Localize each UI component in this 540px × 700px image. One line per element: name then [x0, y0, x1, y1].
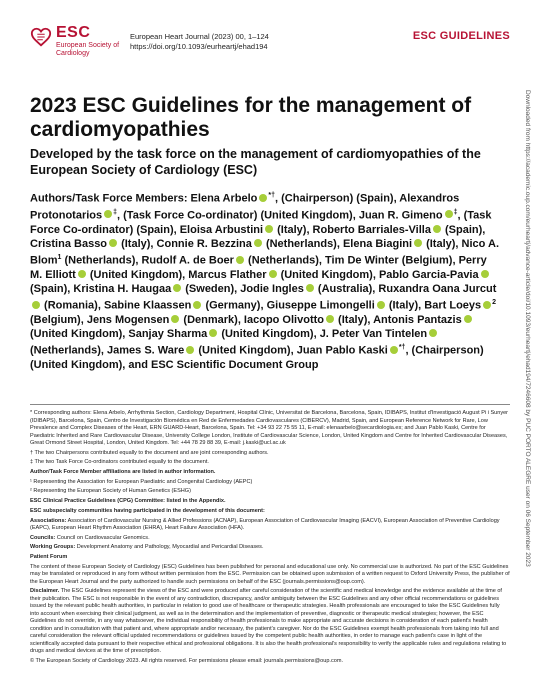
author-text: Giuseppe Limongelli — [263, 299, 375, 312]
orcid-icon[interactable] — [429, 329, 437, 337]
page-subtitle: Developed by the task force on the management of cardiomyopathies of the European Society of Cardiology (ESC) — [30, 147, 481, 177]
author-text: Authors/Task Force Members: Elena Arbelo — [30, 192, 258, 205]
author-text: Ruxandra Oana Jurcut — [375, 282, 497, 295]
orcid-icon[interactable] — [414, 239, 422, 247]
paragraph-heading: Working Groups: — [30, 544, 76, 551]
paragraph-heading: Patient Forum — [30, 554, 68, 561]
orcid-icon[interactable] — [236, 256, 244, 264]
author-text: James S. Ware — [103, 344, 185, 357]
orcid-icon[interactable] — [269, 270, 277, 278]
author-role: , (Chairperson) — [405, 344, 484, 357]
journal-citation — [130, 32, 269, 52]
author-marker: 1 — [57, 253, 62, 261]
paragraph-text: Association of Cardiovascular Nursing & Allied Professions (ACNAP), European Association of Cardiovascular Imaging (EACVI), European Association of Preventive Cardiology (EAPC), European Heart Rhythm Association (EHRA), Heart Failure Association (HFA). — [30, 517, 500, 531]
orcid-icon[interactable] — [173, 284, 181, 292]
paragraph-text: ‡ The two Task Force Co-ordinators contributed equally to the document. — [30, 459, 209, 466]
side-note-text: Downloaded from https://academic.oup.com/eurheartj/advance-article/doi/10.1093/eurheartj/ehad194/7246608 by PUC PORTO ALEGRE user on 06 September 2023 — [524, 90, 531, 567]
orcid-icon[interactable] — [433, 225, 441, 233]
author-text: (United Kingdom), and ESC Scientific Document Group — [30, 359, 319, 371]
front-matter-paragraph — [30, 450, 510, 458]
front-matter-paragraph — [30, 554, 510, 562]
orcid-icon[interactable] — [481, 270, 489, 278]
orcid-icon[interactable] — [209, 329, 217, 337]
author-role: (Sweden), Jodie Ingles — [182, 282, 304, 295]
orcid-icon[interactable] — [483, 301, 491, 309]
author-role: (Italy), Nico A. Blom — [30, 237, 500, 267]
author-role: , (Task Force Co-ordinator) (Spain), Eloisa Arbustini — [30, 209, 492, 236]
logo-text: ESC — [56, 24, 91, 41]
author-text: Rudolf A. de Boer — [138, 254, 234, 267]
paragraph-text: † The two Chairpersons contributed equally to the document and are joint corresponding authors. — [30, 449, 269, 456]
front-matter-paragraph — [30, 459, 510, 467]
paragraph-text: The content of these European Society of Cardiology (ESC) Guidelines has been published for personal and educational use only. No commercial use is authorized. No part of the ESC Guidelines may be translated or reproduced in any form without written permission from the ESC. Permission can be obtained upon submission of a written request to Oxford University Press, the publisher of the European Heart Journal and the party authorized to handle such permissions on behalf of the ESC (journals.permissions@oup.com). — [30, 563, 510, 585]
author-text: Alexandros Protonotarios — [30, 192, 460, 222]
author-marker: *† — [268, 192, 276, 199]
doi-link[interactable]: https://doi.org/10.1093/eurheartj/ehad194 — [130, 42, 268, 51]
author-role: (Romania), Sabine Klaassen — [41, 299, 192, 312]
heart-logo-icon — [30, 26, 52, 48]
orcid-icon[interactable] — [326, 315, 334, 323]
front-matter-paragraph — [30, 508, 510, 516]
page-header — [30, 24, 510, 64]
front-matter-paragraph — [30, 518, 510, 533]
orcid-icon[interactable] — [254, 239, 262, 247]
author-text: Roberto Barriales-Villa — [309, 223, 431, 236]
orcid-icon[interactable] — [390, 346, 398, 354]
author-role: (Australia), — [314, 282, 376, 295]
orcid-icon[interactable] — [78, 270, 86, 278]
paragraph-text: ¹ Representing the Association for European Paediatric and Congenital Cardiology (AEPC) — [30, 478, 253, 485]
orcid-icon[interactable] — [464, 315, 472, 323]
author-role: (Netherlands), Tim De Winter (Belgium), Perry M. Elliott — [30, 254, 487, 281]
journal-line: European Heart Journal (2023) 00, 1–124 — [130, 32, 269, 41]
paragraph-heading: Councils: — [30, 534, 56, 541]
front-matter-paragraph — [30, 488, 510, 496]
front-matter-paragraph — [30, 410, 510, 448]
paragraph-heading: Associations: — [30, 517, 67, 524]
divider — [30, 404, 510, 405]
download-side-note — [521, 90, 533, 630]
author-role: (Belgium), Jens Mogensen — [30, 313, 170, 326]
author-role: (Spain), Kristina H. Haugaa — [30, 282, 172, 295]
orcid-icon[interactable] — [186, 346, 194, 354]
orcid-icon[interactable] — [377, 301, 385, 309]
author-role: , (Chairperson) (Spain), — [275, 192, 397, 205]
paragraph-heading: ESC subspecialty communities having participated in the development of this document: — [30, 507, 265, 514]
author-role: (United Kingdom), — [30, 328, 126, 341]
section-label: ESC GUIDELINES — [412, 30, 510, 42]
author-marker: ‡ — [113, 208, 118, 216]
author-role: (United Kingdom), Juan Pablo Kaski — [195, 344, 388, 357]
paragraph-text: Council on Cardiovascular Genomics. — [55, 534, 150, 541]
author-role: (Netherlands), Elena Biagini — [262, 237, 413, 250]
front-matter-paragraph — [30, 498, 510, 506]
author-text: Sanjay Sharma — [125, 328, 208, 341]
front-matter-paragraph — [30, 564, 510, 587]
esc-logo — [30, 24, 130, 64]
author-text: Juan R. Gimeno — [355, 209, 443, 222]
front-matter-paragraph — [30, 479, 510, 487]
author-marker: ‡ — [453, 208, 458, 216]
orcid-icon[interactable] — [104, 210, 112, 218]
page-title: 2023 ESC Guidelines for the management of cardiomyopathies — [30, 94, 472, 141]
paragraph-text: © The European Society of Cardiology 2023. All rights reserved. For permissions please email: journals.permissions@oup.com. — [30, 658, 343, 665]
author-role: (Denmark), Iacopo Olivotto — [180, 313, 324, 326]
orcid-icon[interactable] — [193, 301, 201, 309]
author-role: (Germany), — [202, 299, 264, 312]
author-marker: *† — [398, 344, 406, 352]
author-role: (Spain), Cristina Basso — [30, 223, 486, 250]
paragraph-heading: ESC Clinical Practice Guidelines (CPG) Committee: listed in the Appendix. — [30, 498, 226, 505]
logo-subtitle: European Society of Cardiology — [56, 42, 120, 57]
author-list — [30, 189, 500, 372]
paragraph-heading: Author/Task Force Member affiliations are listed in author information. — [30, 469, 216, 476]
front-matter-paragraph — [30, 469, 510, 477]
orcid-icon[interactable] — [171, 315, 179, 323]
orcid-icon[interactable] — [445, 210, 453, 218]
paragraph-text: * Corresponding authors: Elena Arbelo, Arrhythmia Section, Cardiology Department, Hospital Clínic, Universitat de Barcelona, Barcelona, Spain, IDIBAPS, Institut d'Investigació August Pi i Sunyer (IDIBAPS), Barcelona, Spain, Centro de Investigación Biomédica en Red de Enfermedades Cardiovasculares (CIBERCV), Madrid, Spain, and European Reference Network for Rare, Low Prevalence and Complex Diseases of the Heart, ERN GUARD-Heart, Barcelona, Spain. Tel: +34 93 22 75 55 11, E-mail: elenaarbelo@secardiologia.es; and Juan Pablo Kaski, Centre for Paediatric Inherited and Rare Cardiovascular Disease, University College London, Institute of Cardiovascular Science, London, United Kingdom and Centre for Inherited Cardiovascular Diseases, Great Ormond Street Hospital, London, United Kingdom. Tel: +44 78 29 88 39, E-mail: j.kaski@ucl.ac.uk — [30, 410, 509, 446]
orcid-icon[interactable] — [109, 239, 117, 247]
author-role: (Netherlands), — [61, 254, 139, 267]
front-matter-paragraph — [30, 544, 510, 552]
author-role: (Netherlands), — [30, 344, 104, 357]
author-marker: 2 — [492, 299, 497, 307]
orcid-icon[interactable] — [32, 301, 40, 309]
front-matter-paragraph — [30, 535, 510, 543]
orcid-icon[interactable] — [259, 194, 267, 202]
front-matter — [30, 410, 510, 668]
paragraph-text: ² Representing the European Society of Human Genetics (ESHG) — [30, 488, 191, 495]
author-role: (United Kingdom), Marcus Flather — [86, 268, 267, 281]
paragraph-text: The ESC Guidelines represent the views of the ESC and were produced after careful consideration of the scientific and medical knowledge and the evidence available at the time of their publication. The ESC is not responsible in the event of any contradiction, discrepancy, and/or ambiguity between the ESC Guidelines and any other official recommendations or guidelines issued by the relevant public health authorities, in particular in relation to good use of healthcare or therapeutic strategies. Health professionals are encouraged to take the ESC Guidelines fully into account when exercising their clinical judgment, as well as in the determination and the implementation of preventive, diagnostic or therapeutic medical strategies; however, the ESC Guidelines do not override, in any way whatsoever, the individual responsibility of health professionals to make appropriate and accurate decisions in consideration of each patient's health condition and in consultation with that patient and, where appropriate and/or necessary, the patient's caregiver. Nor do the ESC Guidelines exempt health professionals from taking into full and careful consideration the relevant official updated recommendations or guidelines issued by the competent public health authorities, in order to manage each patient's case in light of the scientifically accepted data pursuant to their respective ethical and professional obligations. It is also the health professional's responsibility to verify the applicable rules and regulations relating to drugs and medical devices at the time of prescription. — [30, 588, 507, 655]
author-role: (Italy), Antonis Pantazis — [335, 313, 462, 326]
author-role: (United Kingdom), Pablo Garcia-Pavia — [277, 268, 479, 281]
orcid-icon[interactable] — [306, 284, 314, 292]
orcid-icon[interactable] — [265, 225, 273, 233]
front-matter-paragraph — [30, 588, 510, 656]
front-matter-paragraph — [30, 658, 510, 666]
author-role: (Italy), Bart Loeys — [385, 299, 482, 312]
paragraph-text: Development Anatomy and Pathology, Myocardial and Pericardial Diseases. — [75, 544, 264, 551]
paragraph-heading: Disclaimer. — [30, 588, 60, 595]
author-role: (Italy), Connie R. Bezzina — [118, 237, 252, 250]
author-role: (United Kingdom), J. Peter Van Tintelen — [218, 328, 428, 341]
author-role: , (Task Force Co-ordinator) (United Kingdom), — [117, 209, 356, 222]
author-role: (Italy), — [274, 223, 310, 236]
